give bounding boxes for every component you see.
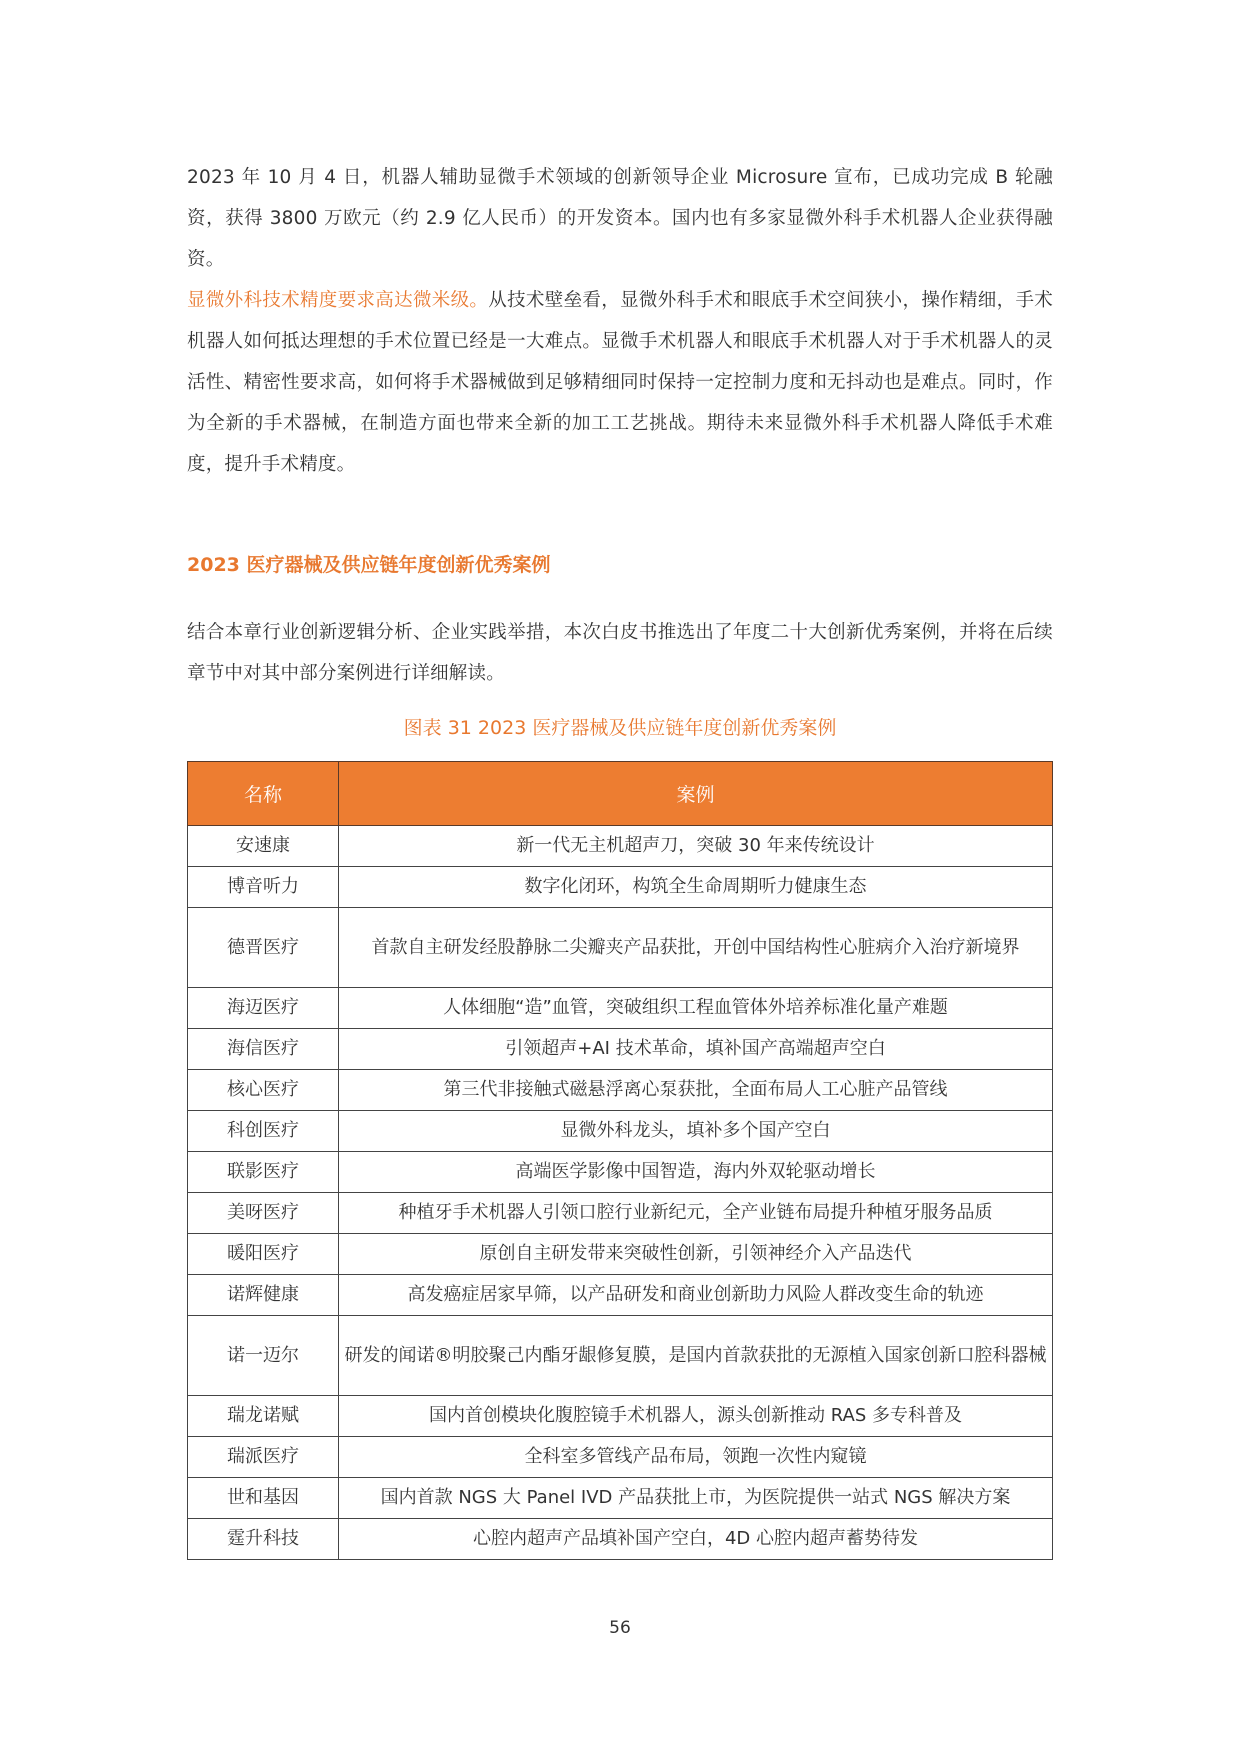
paragraph-precision	[187, 280, 1053, 485]
case-description: 种植牙手术机器人引领口腔行业新纪元，全产业链布局提升种植牙服务品质	[339, 1193, 1053, 1234]
company-name: 安速康	[188, 826, 339, 867]
cases-table	[187, 761, 1053, 1560]
company-name: 海信医疗	[188, 1029, 339, 1070]
case-description: 第三代非接触式磁悬浮离心泵获批，全面布局人工心脏产品管线	[339, 1070, 1053, 1111]
table-caption: 图表 31 2023 医疗器械及供应链年度创新优秀案例	[403, 717, 837, 739]
case-description: 显微外科龙头，填补多个国产空白	[339, 1111, 1053, 1152]
case-description: 引领超声+AI 技术革命，填补国产高端超声空白	[339, 1029, 1053, 1070]
company-name: 科创医疗	[188, 1111, 339, 1152]
page-number: 56	[609, 1618, 631, 1638]
table-row	[188, 1111, 1053, 1152]
case-description: 人体细胞“造”血管，突破组织工程血管体外培养标准化量产难题	[339, 988, 1053, 1029]
company-name: 瑞派医疗	[188, 1437, 339, 1478]
company-name: 联影医疗	[188, 1152, 339, 1193]
table-row	[188, 1478, 1053, 1519]
column-header-name: 名称	[188, 762, 339, 826]
case-description: 国内首创模块化腹腔镜手术机器人，源头创新推动 RAS 多专科普及	[339, 1396, 1053, 1437]
table-row	[188, 1519, 1053, 1560]
case-description: 国内首款 NGS 大 Panel IVD 产品获批上市，为医院提供一站式 NGS 解决方案	[339, 1478, 1053, 1519]
table-row	[188, 1437, 1053, 1478]
case-description: 新一代无主机超声刀，突破 30 年来传统设计	[339, 826, 1053, 867]
case-description: 心腔内超声产品填补国产空白，4D 心腔内超声蓄势待发	[339, 1519, 1053, 1560]
paragraph-precision-body: 从技术壁垒看，显微外科手术和眼底手术空间狭小，操作精细，手术机器人如何抵达理想的手术位置已经是一大难点。显微手术机器人和眼底手术机器人对于手术机器人的灵活性、精密性要求高，如何将手术器械做到足够精细同时保持一定控制力度和无抖动也是难点。同时，作为全新的手术器械，在制造方面也带来全新的加工工艺挑战。期待未来显微外科手术机器人降低手术难度，提升手术精度。	[187, 290, 1053, 475]
case-description: 全科室多管线产品布局，领跑一次性内窥镜	[339, 1437, 1053, 1478]
column-header-case: 案例	[339, 762, 1053, 826]
case-description: 数字化闭环，构筑全生命周期听力健康生态	[339, 867, 1053, 908]
company-name: 诺辉健康	[188, 1275, 339, 1316]
table-row	[188, 1234, 1053, 1275]
paragraph-funding: 2023 年 10 月 4 日，机器人辅助显微手术领域的创新领导企业 Microsure 宣布，已成功完成 B 轮融资，获得 3800 万欧元（约 2.9 亿人民币）的开发资本。国内也有多家显微外科手术机器人企业获得融资。	[187, 167, 1053, 270]
table-row	[188, 908, 1053, 988]
case-description: 原创自主研发带来突破性创新，引领神经介入产品迭代	[339, 1234, 1053, 1275]
table-row	[188, 1396, 1053, 1437]
company-name: 海迈医疗	[188, 988, 339, 1029]
company-name: 德晋医疗	[188, 908, 339, 988]
case-description: 研发的闻诺®明胶聚己内酯牙龈修复膜，是国内首款获批的无源植入国家创新口腔科器械	[339, 1316, 1053, 1396]
table-row	[188, 826, 1053, 867]
case-description: 首款自主研发经股静脉二尖瓣夹产品获批，开创中国结构性心脏病介入治疗新境界	[339, 908, 1053, 988]
section-paragraph: 结合本章行业创新逻辑分析、企业实践举措，本次白皮书推选出了年度二十大创新优秀案例，并将在后续章节中对其中部分案例进行详细解读。	[187, 622, 1053, 684]
company-name: 美呀医疗	[188, 1193, 339, 1234]
company-name: 暖阳医疗	[188, 1234, 339, 1275]
company-name: 博音听力	[188, 867, 339, 908]
highlight-precision: 显微外科技术精度要求高达微米级。	[187, 290, 489, 311]
table-row	[188, 867, 1053, 908]
company-name: 瑞龙诺赋	[188, 1396, 339, 1437]
table-header-row	[188, 762, 1053, 826]
intro-text	[187, 157, 1053, 485]
case-description: 高端医学影像中国智造，海内外双轮驱动增长	[339, 1152, 1053, 1193]
table-row	[188, 1316, 1053, 1396]
table-row	[188, 1193, 1053, 1234]
table-row	[188, 1275, 1053, 1316]
company-name: 核心医疗	[188, 1070, 339, 1111]
company-name: 世和基因	[188, 1478, 339, 1519]
table-row	[188, 1152, 1053, 1193]
table-row	[188, 988, 1053, 1029]
section-title: 2023 医疗器械及供应链年度创新优秀案例	[187, 554, 551, 576]
table-row	[188, 1029, 1053, 1070]
company-name: 霆升科技	[188, 1519, 339, 1560]
company-name: 诺一迈尔	[188, 1316, 339, 1396]
case-description: 高发癌症居家早筛，以产品研发和商业创新助力风险人群改变生命的轨迹	[339, 1275, 1053, 1316]
table-row	[188, 1070, 1053, 1111]
